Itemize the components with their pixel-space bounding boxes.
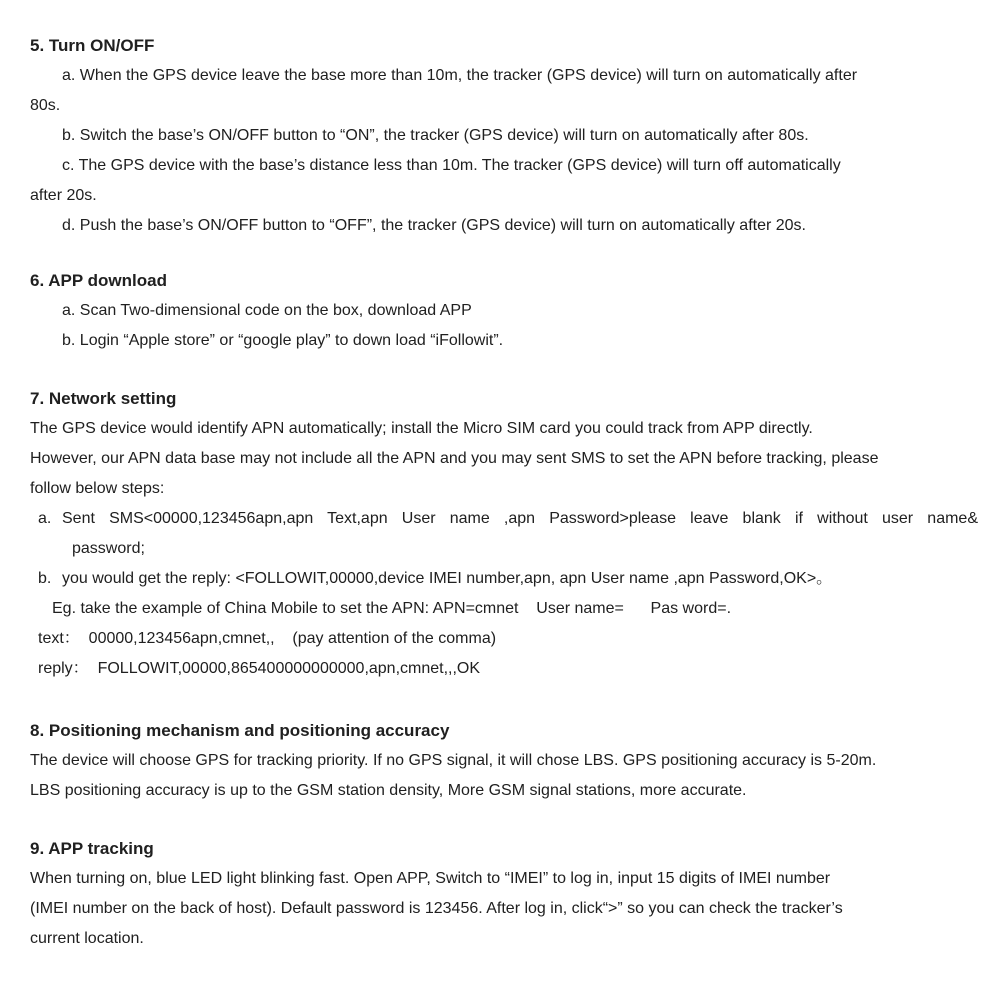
list-item-b bbox=[30, 564, 978, 594]
text-line: after 20s. bbox=[30, 187, 97, 204]
text-line: However, our APN data base may not include all the APN and you may sent SMS to set the APN before tracking, please bbox=[30, 450, 879, 467]
list-marker: b. bbox=[38, 570, 52, 587]
section-positioning bbox=[30, 716, 978, 806]
text-line: follow below steps: bbox=[30, 480, 165, 497]
text-line: b. Switch the base’s ON/OFF button to “ON”, the tracker (GPS device) will turn on automatically after 80s. bbox=[62, 127, 809, 144]
list-item-a bbox=[30, 504, 978, 534]
section-heading: 6. APP download bbox=[30, 271, 167, 290]
section-heading: 9. APP tracking bbox=[30, 839, 154, 858]
example-sms-text-line: text： 00000,123456apn,cmnet,, (pay attention of the comma) bbox=[38, 630, 497, 647]
section-heading: 7. Network setting bbox=[30, 389, 177, 408]
section-app-download bbox=[30, 266, 978, 356]
text-line: LBS positioning accuracy is up to the GSM station density, More GSM signal stations, more accurate. bbox=[30, 782, 747, 799]
text-line: d. Push the base’s ON/OFF button to “OFF”, the tracker (GPS device) will turn on automatically after 20s. bbox=[62, 217, 806, 234]
section-app-tracking bbox=[30, 834, 978, 954]
list-marker: a. bbox=[38, 510, 52, 527]
section-heading: 5. Turn ON/OFF bbox=[30, 36, 155, 55]
text-line: password; bbox=[72, 540, 145, 557]
text-line: Sent SMS<00000,123456apn,apn Text,apn User name ,apn Password>please leave blank if without user name& bbox=[62, 510, 978, 527]
section-turn-on-off bbox=[30, 31, 978, 241]
text-line: a. When the GPS device leave the base more than 10m, the tracker (GPS device) will turn on automatically after bbox=[62, 67, 858, 84]
text-line: current location. bbox=[30, 930, 144, 947]
example-sms-reply-line: reply： FOLLOWIT,00000,865400000000000,apn,cmnet,,,OK bbox=[38, 660, 481, 677]
section-heading: 8. Positioning mechanism and positioning accuracy bbox=[30, 721, 450, 740]
text-line: The device will choose GPS for tracking priority. If no GPS signal, it will chose LBS. GPS positioning accuracy is 5-20m. bbox=[30, 752, 877, 769]
text-line: c. The GPS device with the base’s distance less than 10m. The tracker (GPS device) will turn off automatically bbox=[62, 157, 841, 174]
text-line: The GPS device would identify APN automatically; install the Micro SIM card you could track from APP directly. bbox=[30, 420, 813, 437]
text-line: (IMEI number on the back of host). Default password is 123456. After log in, click“>” so you can check the tracker’s bbox=[30, 900, 843, 917]
text-line: b. Login “Apple store” or “google play” to down load “iFollowit”. bbox=[62, 332, 504, 349]
example-line: Eg. take the example of China Mobile to set the APN: APN=cmnet User name= Pas word=. bbox=[52, 600, 732, 617]
text-line: When turning on, blue LED light blinking fast. Open APP, Switch to “IMEI” to log in, input 15 digits of IMEI number bbox=[30, 870, 831, 887]
section-network-setting bbox=[30, 384, 978, 684]
text-line: you would get the reply: <FOLLOWIT,00000,device IMEI number,apn, apn User name ,apn Password,OK>。 bbox=[62, 570, 833, 587]
text-line: a. Scan Two-dimensional code on the box, download APP bbox=[62, 302, 472, 319]
text-line: 80s. bbox=[30, 97, 61, 114]
